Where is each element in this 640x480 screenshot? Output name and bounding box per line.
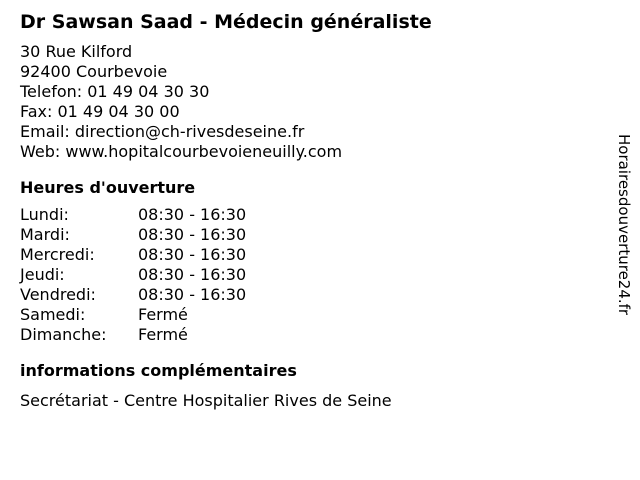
day-hours: Fermé xyxy=(138,305,188,324)
hours-row-wednesday xyxy=(20,245,600,265)
day-label: Dimanche: xyxy=(20,325,107,344)
hours-row-saturday xyxy=(20,305,600,325)
day-label: Vendredi: xyxy=(20,285,96,304)
hours-row-friday xyxy=(20,285,600,305)
day-hours: 08:30 - 16:30 xyxy=(138,245,247,264)
day-hours: 08:30 - 16:30 xyxy=(138,225,247,244)
day-label: Lundi: xyxy=(20,205,69,224)
phone-number: Telefon: 01 49 04 30 30 xyxy=(20,82,210,101)
contact-block xyxy=(20,42,600,162)
day-label: Samedi: xyxy=(20,305,86,324)
page-title: Dr Sawsan Saad - Médecin généraliste xyxy=(20,11,432,33)
street-address: 30 Rue Kilford xyxy=(20,42,133,61)
day-hours: 08:30 - 16:30 xyxy=(138,285,247,304)
hours-row-monday xyxy=(20,205,600,225)
website-address: Web: www.hopitalcourbevoieneuilly.com xyxy=(20,142,343,161)
day-label: Mercredi: xyxy=(20,245,95,264)
site-credit-vertical: Horairesdouverture24.fr xyxy=(615,134,633,316)
day-label: Jeudi: xyxy=(20,265,65,284)
additional-info-heading: informations complémentaires xyxy=(20,361,297,380)
additional-info-text: Secrétariat - Centre Hospitalier Rives de Seine xyxy=(20,391,392,410)
hours-row-thursday xyxy=(20,265,600,285)
practice-card xyxy=(20,10,600,411)
fax-number: Fax: 01 49 04 30 00 xyxy=(20,102,180,121)
opening-hours-heading: Heures d'ouverture xyxy=(20,178,196,197)
day-hours: 08:30 - 16:30 xyxy=(138,265,247,284)
day-hours: 08:30 - 16:30 xyxy=(138,205,247,224)
email-address: Email: direction@ch-rivesdeseine.fr xyxy=(20,122,305,141)
day-hours: Fermé xyxy=(138,325,188,344)
opening-hours-table xyxy=(20,205,600,345)
hours-row-sunday xyxy=(20,325,600,345)
city-postcode: 92400 Courbevoie xyxy=(20,62,168,81)
hours-row-tuesday xyxy=(20,225,600,245)
day-label: Mardi: xyxy=(20,225,70,244)
